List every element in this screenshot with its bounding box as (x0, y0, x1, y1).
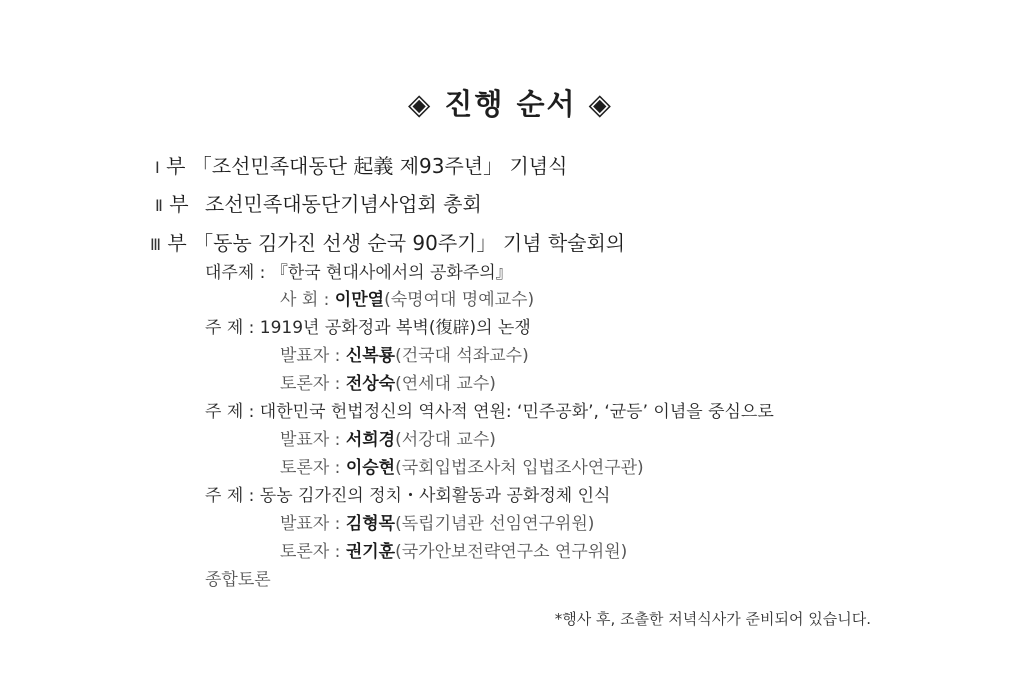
presenter-label: 발표자 : (280, 430, 341, 450)
page-title: ◈ 진행 순서 ◈ (408, 87, 613, 121)
discussant-name: 전상숙 (345, 374, 396, 394)
presenter-name: 김형목 (345, 514, 396, 534)
moderator-line (280, 285, 534, 310)
part-3-text: 「동농 김가진 선생 순국 90주기」 기념 학술회의 (193, 231, 626, 255)
moderator-label: 사 회 : (280, 290, 330, 310)
moderator-name: 이만열 (334, 290, 385, 310)
presenter-affiliation: (건국대 석좌교수) (395, 346, 529, 366)
presenter-label: 발표자 : (280, 346, 341, 366)
main-theme-label: 대주제 : (205, 263, 266, 283)
discussant-affiliation: (국가안보전략연구소 연구위원) (395, 542, 628, 562)
part-1-label: 부 (166, 154, 186, 178)
topic-3-discussant (280, 537, 627, 562)
part-2 (155, 188, 482, 217)
main-theme-line (205, 258, 513, 283)
topic-2-label: 주 제 : (205, 402, 255, 422)
part-3-label: 부 (167, 231, 187, 255)
topic-1-discussant (280, 369, 496, 394)
discussant-affiliation: (국회입법조사처 입법조사연구관) (395, 458, 644, 478)
topic-3-label: 주 제 : (205, 486, 255, 506)
topic-1-title: 1919년 공화정과 복벽(復辟)의 논쟁 (259, 318, 531, 338)
topic-3-line (205, 481, 610, 506)
discussant-affiliation: (연세대 교수) (395, 374, 496, 394)
topic-2-line (205, 397, 774, 422)
discussant-name: 이승현 (345, 458, 396, 478)
part-2-label: 부 (169, 192, 189, 216)
presenter-name: 신복룡 (345, 346, 396, 366)
discussant-label: 토론자 : (280, 458, 341, 478)
topic-2-presenter (280, 425, 496, 450)
moderator-affiliation: (숙명여대 명예교수) (384, 290, 535, 310)
discussant-label: 토론자 : (280, 542, 341, 562)
footnote: *행사 후, 조촐한 저녁식사가 준비되어 있습니다. (554, 610, 871, 628)
part-2-text: 조선민족대동단기념사업회 총회 (204, 192, 482, 216)
part-1 (155, 150, 567, 179)
topic-1-label: 주 제 : (205, 318, 255, 338)
topic-2-title: 대한민국 헌법정신의 역사적 연원: ‘민주공화’, ‘균등’ 이념을 중심으로 (259, 402, 774, 422)
part-3 (150, 227, 625, 256)
presenter-affiliation: (서강대 교수) (395, 430, 496, 450)
presenter-affiliation: (독립기념관 선임연구위원) (395, 514, 595, 534)
part-3-number: Ⅲ (150, 235, 162, 254)
part-1-text: 「조선민족대동단 起義 제93주년」 기념식 (191, 154, 568, 178)
discussant-label: 토론자 : (280, 374, 341, 394)
main-theme-text: 『한국 현대사에서의 공화주의』 (270, 263, 513, 283)
closing-discussion: 종합토론 (205, 570, 271, 590)
presenter-label: 발표자 : (280, 514, 341, 534)
part-1-number: Ⅰ (155, 158, 160, 177)
topic-3-presenter (280, 509, 594, 534)
discussant-name: 권기훈 (345, 542, 396, 562)
presenter-name: 서희경 (345, 430, 396, 450)
topic-2-discussant (280, 453, 644, 478)
part-2-number: Ⅱ (155, 196, 163, 215)
topic-1-line (205, 313, 531, 338)
topic-1-presenter (280, 341, 529, 366)
topic-3-title: 동농 김가진의 정치・사회활동과 공화정체 인식 (259, 486, 611, 506)
